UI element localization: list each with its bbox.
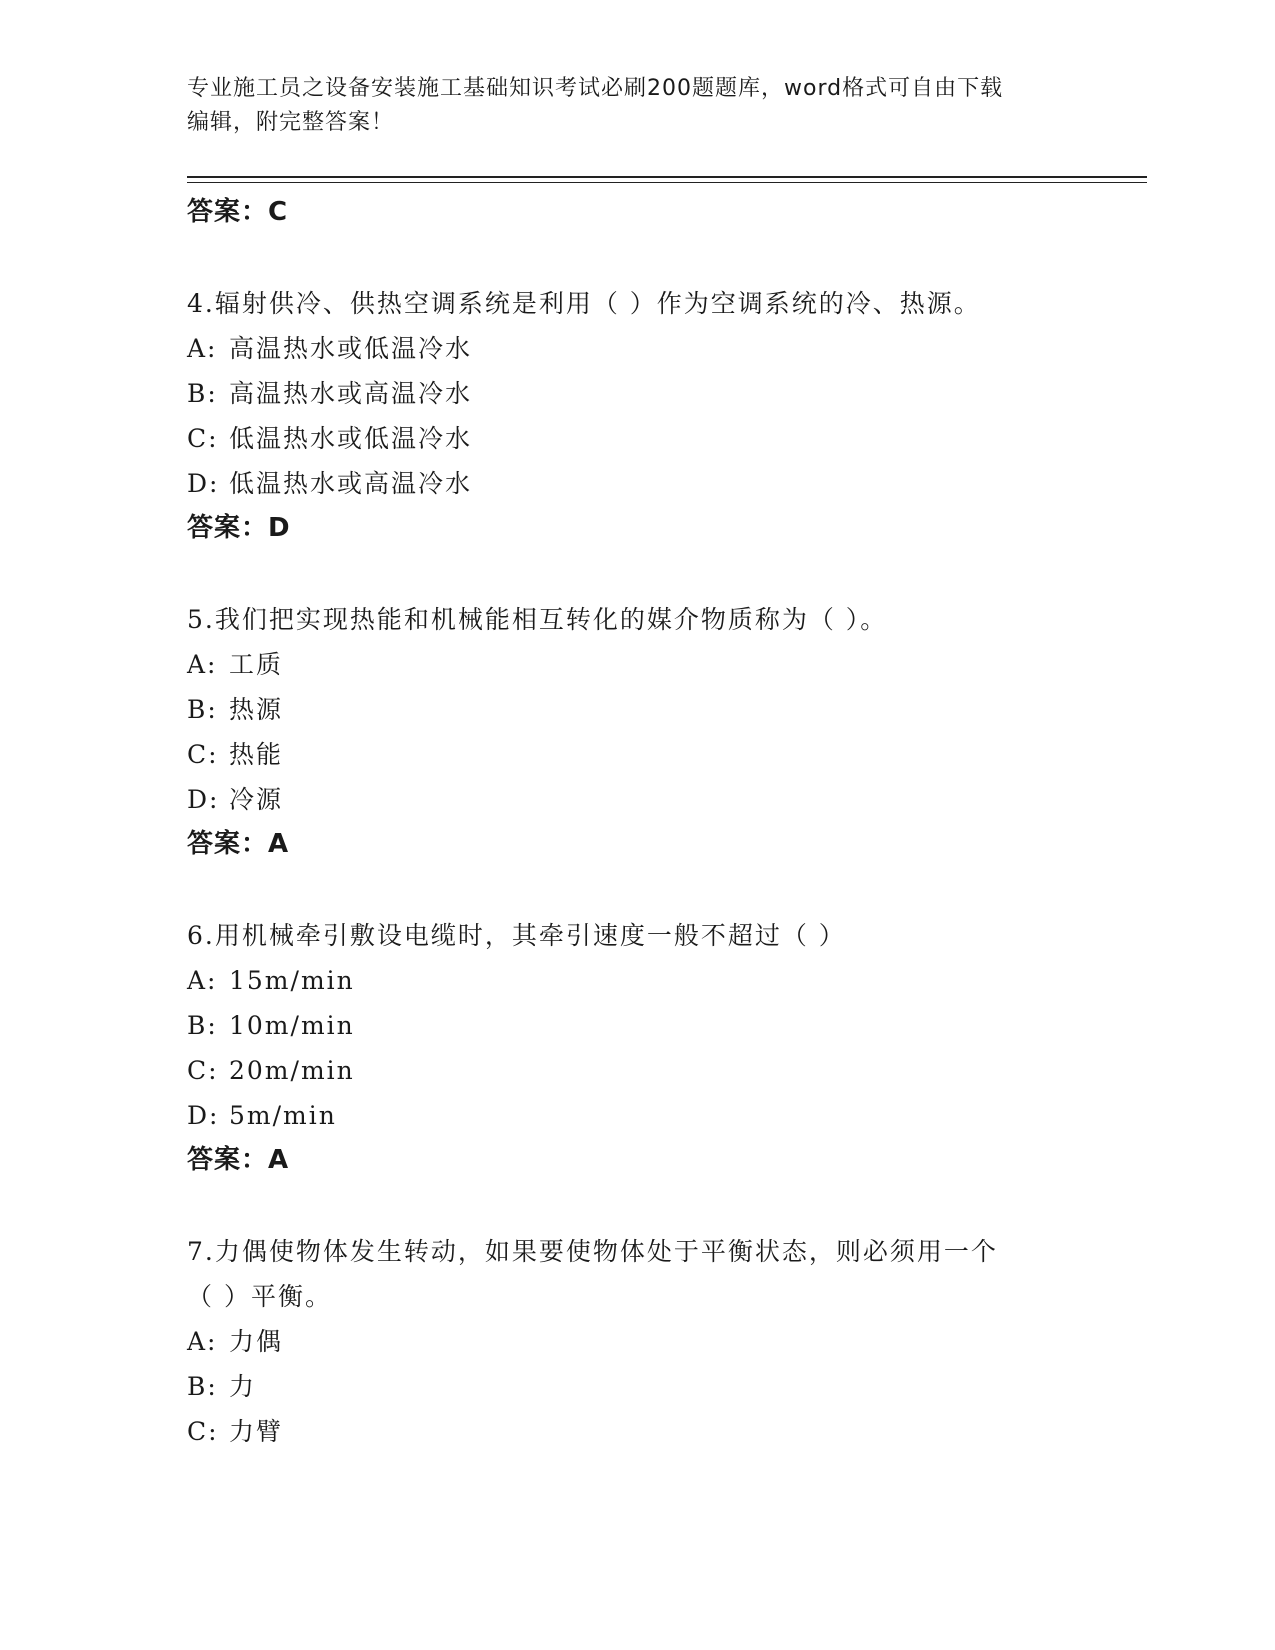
question-text <box>187 1229 1147 1319</box>
option-key: C: <box>187 1417 219 1446</box>
option-text: 力偶 <box>229 1327 284 1356</box>
option-key: D: <box>187 469 220 498</box>
document-header <box>187 72 1087 140</box>
option-c <box>187 1048 1147 1093</box>
option-key: B: <box>187 379 218 408</box>
option-a <box>187 642 1147 687</box>
option-a <box>187 958 1147 1003</box>
option-key: C: <box>187 424 219 453</box>
option-text: 高温热水或低温冷水 <box>229 334 473 363</box>
option-c <box>187 1409 1147 1454</box>
question-block <box>187 913 1147 1183</box>
option-d <box>187 461 1147 506</box>
question-text: 6.用机械牵引敷设电缆时，其牵引速度一般不超过（ ） <box>187 921 846 950</box>
option-text: 低温热水或低温冷水 <box>229 424 473 453</box>
option-a <box>187 1319 1147 1364</box>
option-key: B: <box>187 695 218 724</box>
question-block <box>187 597 1147 867</box>
option-b <box>187 371 1147 416</box>
option-key: A: <box>187 650 218 679</box>
option-key: A: <box>187 334 218 363</box>
question-block <box>187 281 1147 551</box>
header-rule-thick <box>187 176 1147 178</box>
option-d <box>187 777 1147 822</box>
header-rule-thin <box>187 182 1147 183</box>
option-a <box>187 326 1147 371</box>
option-text: 热源 <box>229 695 284 724</box>
question-text-line-2: （ ）平衡。 <box>187 1282 332 1311</box>
header-line-1: 专业施工员之设备安装施工基础知识考试必刷200题题库，word格式可自由下载 <box>187 76 1004 101</box>
option-text: 低温热水或高温冷水 <box>229 469 473 498</box>
option-text: 20m/min <box>229 1056 355 1085</box>
option-key: D: <box>187 1101 220 1130</box>
option-b <box>187 1364 1147 1409</box>
option-text: 工质 <box>229 650 284 679</box>
option-d <box>187 1093 1147 1138</box>
question-text-line-1: 7.力偶使物体发生转动，如果要使物体处于平衡状态，则必须用一个 <box>187 1237 998 1266</box>
question-text: 5.我们把实现热能和机械能相互转化的媒介物质称为（ ）。 <box>187 605 888 634</box>
option-b <box>187 1003 1147 1048</box>
answer-line: 答案：C <box>187 197 289 227</box>
option-key: C: <box>187 1056 219 1085</box>
option-b <box>187 687 1147 732</box>
option-key: D: <box>187 785 220 814</box>
option-c <box>187 416 1147 461</box>
answer-line: 答案：A <box>187 829 290 859</box>
header-line-2: 编辑，附完整答案！ <box>187 110 395 135</box>
option-key: C: <box>187 740 219 769</box>
option-text: 力 <box>229 1372 257 1401</box>
answer-line: 答案：A <box>187 1145 290 1175</box>
question-block <box>187 1229 1147 1454</box>
option-text: 高温热水或高温冷水 <box>229 379 473 408</box>
option-key: A: <box>187 1327 218 1356</box>
option-key: B: <box>187 1011 218 1040</box>
option-key: B: <box>187 1372 218 1401</box>
option-key: A: <box>187 966 218 995</box>
document-body <box>187 190 1147 1454</box>
option-text: 5m/min <box>229 1101 337 1130</box>
option-text: 10m/min <box>229 1011 355 1040</box>
option-text: 热能 <box>229 740 284 769</box>
answer-line: 答案：D <box>187 513 291 543</box>
option-text: 力臂 <box>229 1417 284 1446</box>
question-text: 4.辐射供冷、供热空调系统是利用（ ）作为空调系统的冷、热源。 <box>187 289 981 318</box>
option-text: 冷源 <box>229 785 284 814</box>
option-c <box>187 732 1147 777</box>
option-text: 15m/min <box>229 966 355 995</box>
